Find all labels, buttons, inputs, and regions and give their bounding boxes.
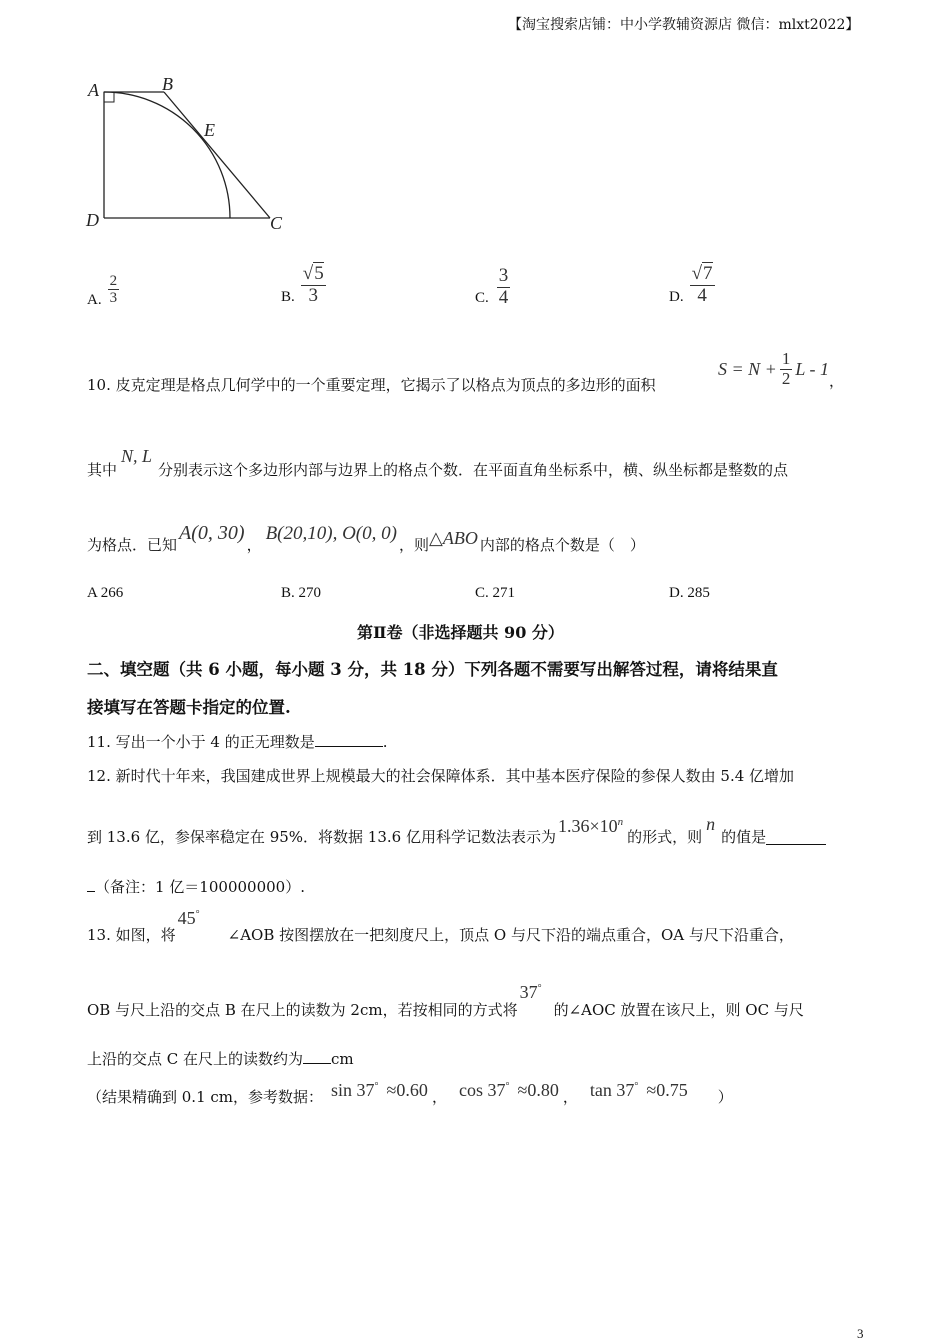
q11: 11. 写出一个小于 4 的正无理数是 . [87,733,388,751]
q10-option-c[interactable]: C. 271 [475,585,516,601]
label-C: C [270,213,283,233]
answer-blank[interactable] [303,1049,331,1064]
q9-option-b[interactable]: B. $\frac{√5}{3}$ [281,263,324,306]
q13-note: （结果精确到 0.1 cm，参考数据： sin 37° ≈0.60 ， cos 37° ≈0.80 ， tan 37° ≈0.75 ） [87,1080,733,1106]
q10-option-b[interactable]: B. 270 [281,585,322,601]
q9-option-d[interactable]: D. $\frac{√7}{4}$ [669,263,713,306]
q12-line1: 12. 新时代十年来，我国建成世界上规模最大的社会保障体系．其中基本医疗保险的参保人数由 5.4 亿增加 [87,767,795,785]
page-number: 3 [857,1326,864,1341]
q12-line2: 到 13.6 亿，参保率稳定在 95%．将数据 13.6 亿用科学记数法表示为 $1.36\times 10^n$ 的形式，则 n 的值是 [87,814,826,847]
geometry-figure [80,70,300,240]
segment-BC [164,92,270,218]
section2-heading-line2: 接填写在答题卡指定的位置. [87,698,291,717]
q10-option-a[interactable]: A 266 [87,585,124,601]
label-B: B [162,74,173,94]
q10-line3: 为格点．已知 A(0, 30) ， B(20,10), O(0, 0) ，则 △ABO 内部的格点个数是（ ） [87,522,645,554]
label-D: D [86,210,99,230]
q9-option-a[interactable]: A. $\frac{2}{3}$ [87,272,118,308]
q10-formula: S = N + $\frac{1}{2}$ L - 1 ， [718,349,845,390]
q10-line1: 10. 皮克定理是格点几何学中的一个重要定理，它揭示了以格点为顶点的多边形的面积 [87,376,656,394]
section2-heading-line1: 二、填空题（共 6 小题，每小题 3 分，共 18 分）下列各题不需要写出解答过程，请将结果直 [87,660,778,679]
q9-option-c[interactable]: C. $\frac{3}{4}$ [475,265,509,308]
arc-AE [104,92,230,218]
section2-title: 第Ⅱ卷（非选择题共 90 分） [357,623,564,642]
label-A: A [88,80,99,100]
q13-line1: 13. 如图，将 45° ∠AOB 按图摆放在一把刻度尺上，顶点 O 与尺下沿的端点重合，OA 与尺下沿重合， [87,908,794,944]
answer-blank[interactable] [315,732,383,747]
answer-blank[interactable] [766,830,826,845]
q12-line3: （备注：1 亿＝100000000）. [87,876,305,897]
q10-line2: 其中 N, L 分别表示这个多边形内部与边界上的格点个数．在平面直角坐标系中，横、纵坐标都是整数的点 [87,446,789,479]
q13-line3: 上沿的交点 C 在尺上的读数约为 cm [87,1050,354,1068]
q10-option-d[interactable]: D. 285 [669,585,710,601]
header-shop-text: 【淘宝搜索店铺：中小学教辅资源店 微信：mlxt2022】 [508,17,860,33]
q13-line2: OB 与尺上沿的交点 B 在尺上的读数为 2cm，若按相同的方式将 37° 的∠AOC 放置在该尺上，则 OC 与尺 [87,982,804,1019]
label-E: E [204,120,215,140]
answer-blank-cont[interactable] [87,877,95,892]
sqrt-icon: √ [302,263,314,284]
sqrt-icon: √ [691,263,703,284]
right-angle-mark [104,92,114,102]
